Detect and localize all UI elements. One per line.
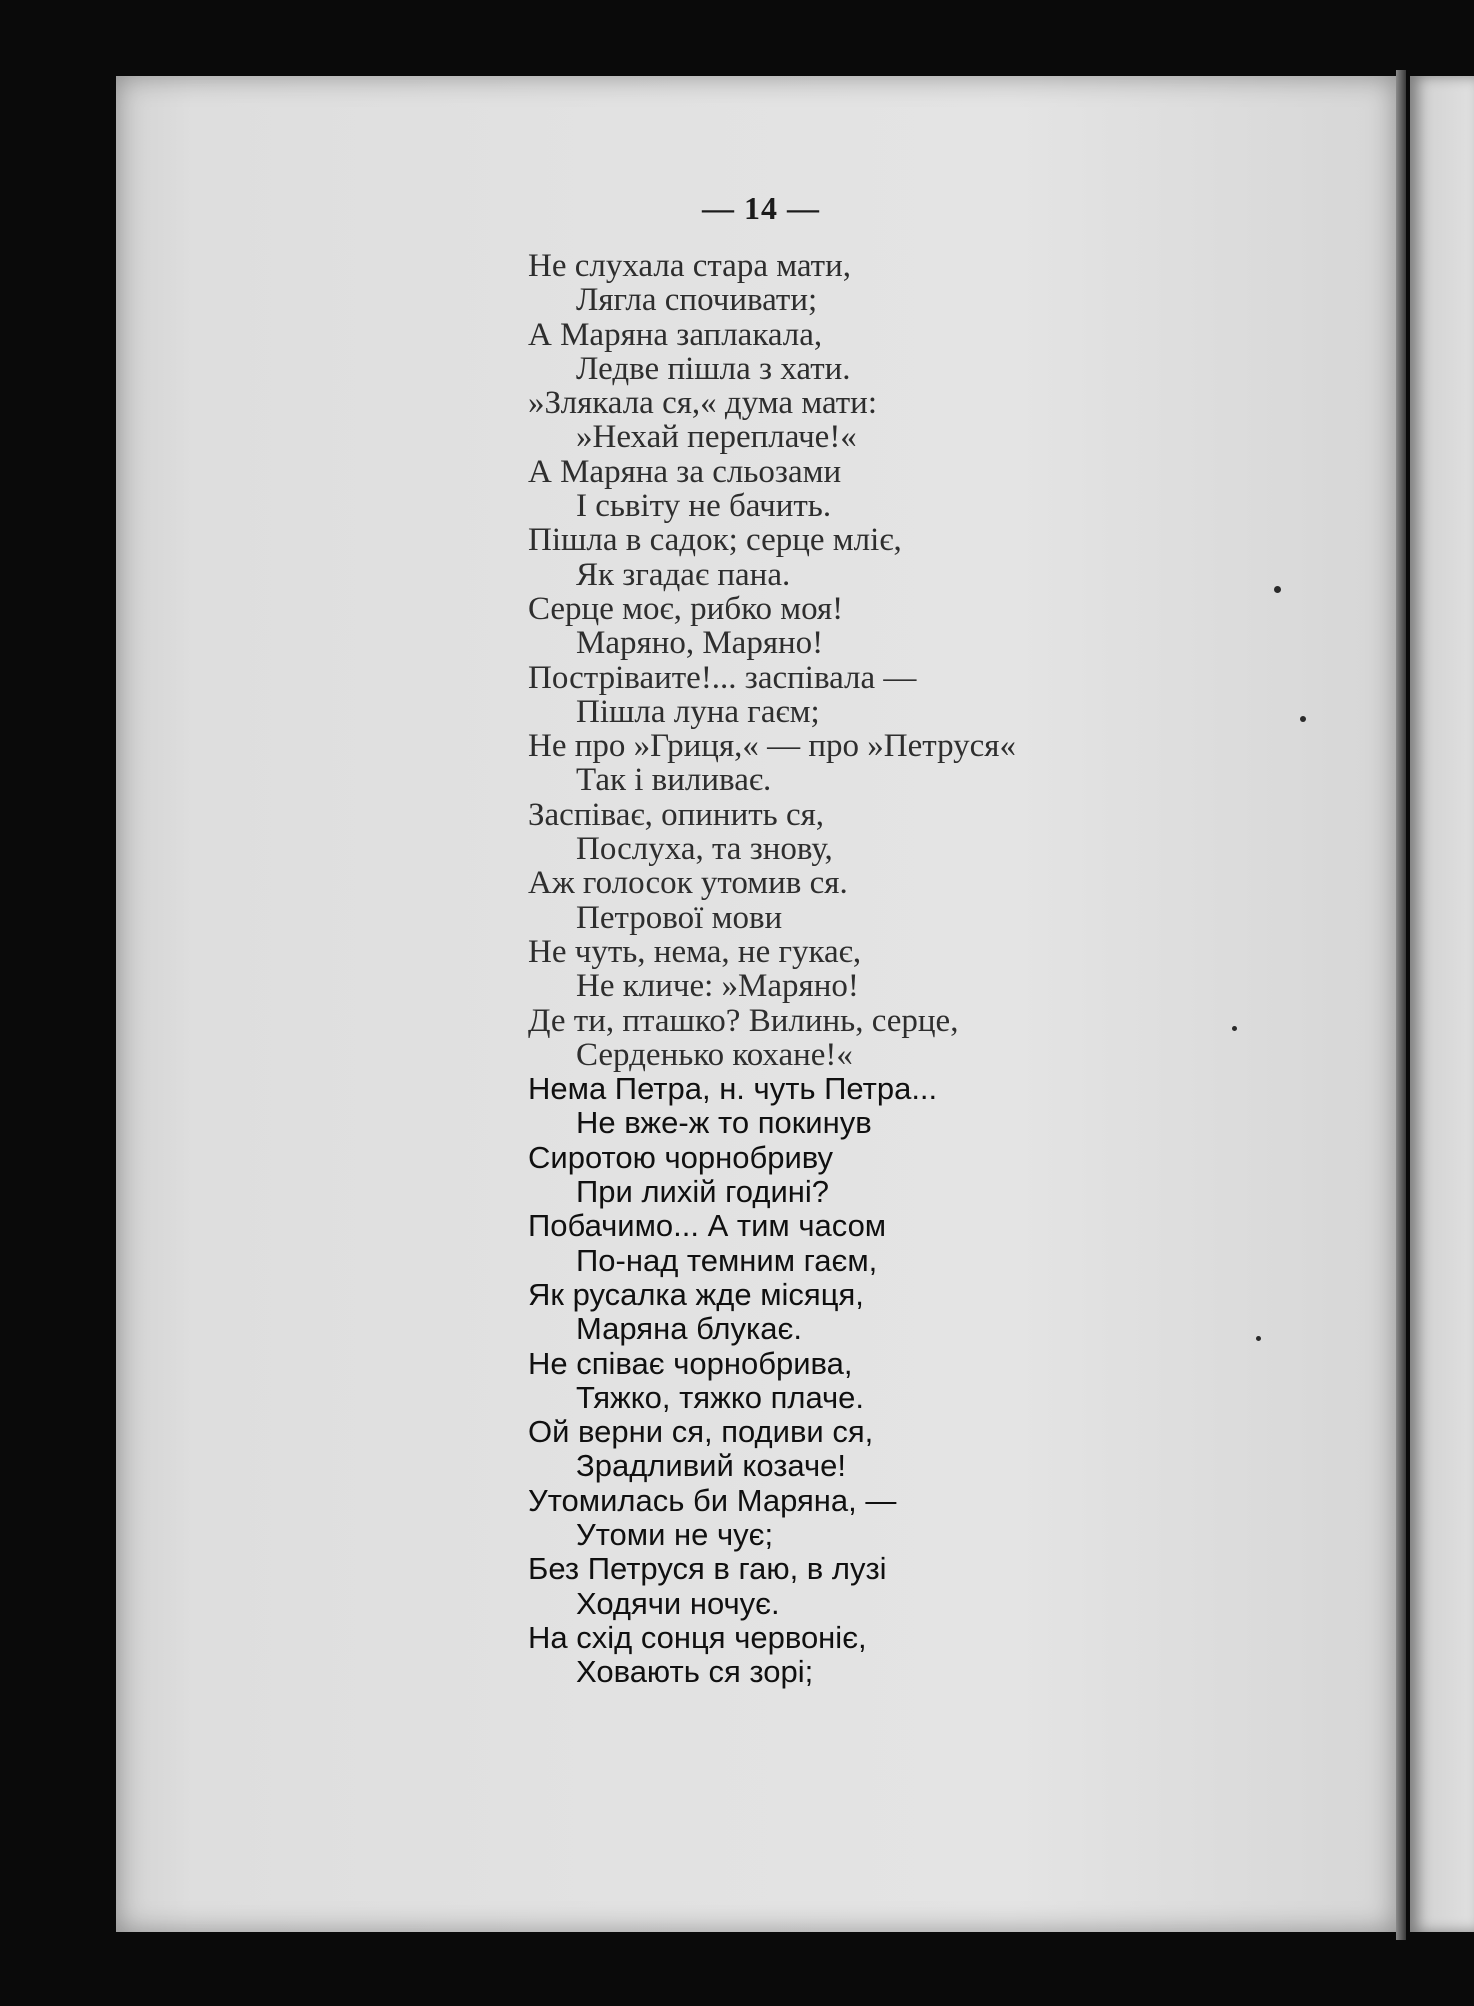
poem-line: Не співає чорнобрива, xyxy=(528,1345,853,1381)
poem-line: Без Петруся в гаю, в лузі xyxy=(528,1551,887,1587)
poem-line: »Злякала ся,« дума мати: xyxy=(528,385,878,422)
poem-line: Побачимо... А тим часом xyxy=(528,1208,887,1244)
page-gutter xyxy=(1396,70,1406,1940)
poem-line: Петрової мови xyxy=(576,899,783,936)
poem-line: Так і виливає. xyxy=(576,762,772,799)
poem-line: Утоми не чує; xyxy=(576,1516,774,1552)
scan-speck xyxy=(1232,1026,1237,1031)
poem-line: Постріваите!... заспівала — xyxy=(528,659,917,696)
poem-line: Послуха, та знову, xyxy=(576,831,833,868)
poem-line: Ледве пішла з хати. xyxy=(576,350,851,387)
poem-line: По-над темним гаєм, xyxy=(576,1242,878,1278)
scan-speck xyxy=(1300,716,1306,722)
poem-line: Тяжко, тяжко плаче. xyxy=(576,1379,865,1415)
poem-line: Пішла в садок; серце мліє, xyxy=(528,522,902,559)
poem-line: Не вже-ж то покинув xyxy=(576,1105,872,1141)
poem-line: Серце моє, рибко моя! xyxy=(528,590,844,627)
poem-text-block xyxy=(528,249,1348,1689)
poem-line: А Маряна заплакала, xyxy=(528,316,823,353)
poem-line: Нема Петра, н. чуть Петра... xyxy=(528,1071,938,1107)
poem-line: Сиротою чорнобриву xyxy=(528,1139,834,1175)
poem-line: Аж голосок утомив ся. xyxy=(528,865,848,902)
poem-line: Маряна блукає. xyxy=(576,1311,802,1347)
poem-line: Не кличе: »Маряно! xyxy=(576,968,859,1005)
poem-line: Пішла луна гаєм; xyxy=(576,693,820,730)
poem-line: Серденько кохане!« xyxy=(576,1036,853,1073)
adjacent-page-edge xyxy=(1410,76,1474,1932)
poem-line: На схід сонця червоніє, xyxy=(528,1619,867,1655)
poem-line: Маряно, Маряно! xyxy=(576,625,824,662)
poem-line: При лихій годині? xyxy=(576,1174,830,1210)
poem-line: Як русалка жде місяця, xyxy=(528,1276,864,1312)
poem-line: Ой верни ся, подиви ся, xyxy=(528,1414,874,1450)
scan-speck xyxy=(1274,586,1281,593)
poem-line: »Нехай переплаче!« xyxy=(576,419,857,456)
poem-line: Заспіває, опинить ся, xyxy=(528,796,825,833)
page-number xyxy=(0,190,1474,227)
poem-line: Не слухала стара мати, xyxy=(528,248,852,284)
poem-line: А Маряна за сльозами xyxy=(528,453,842,490)
poem-line: Як згадає пана. xyxy=(576,556,791,593)
poem-line: Утомилась би Маряна, — xyxy=(528,1482,897,1518)
page-number-text: — 14 — xyxy=(702,190,820,226)
poem-line: Не про »Гриця,« — про »Петруся« xyxy=(528,728,1016,765)
poem-line: Не чуть, нема, не гукає, xyxy=(528,933,862,970)
poem-line: Зрадливий козаче! xyxy=(576,1448,846,1484)
poem-line: Ходячи ночує. xyxy=(576,1585,780,1621)
poem-line: Лягла спочивати; xyxy=(576,282,818,319)
scan-speck xyxy=(1256,1336,1261,1341)
poem-line: І сьвіту не бачить. xyxy=(576,488,832,525)
poem-line: Ховають ся зорі; xyxy=(576,1654,814,1690)
poem-line: Де ти, пташко? Вилинь, серце, xyxy=(528,1002,959,1039)
